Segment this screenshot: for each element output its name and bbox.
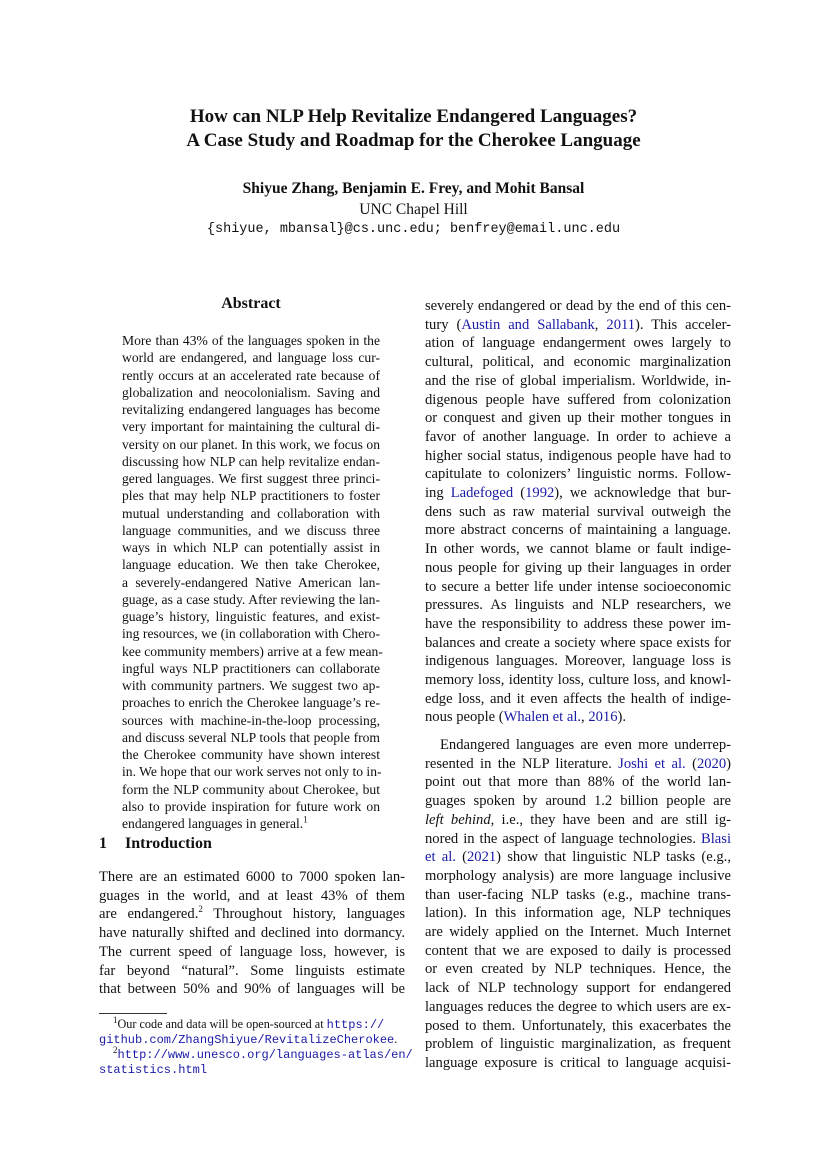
text-line	[122, 453, 380, 470]
text-segment: guage, as a case study. After reviewing the lan-	[122, 591, 380, 607]
text-segment: edge loss, and it even affects the health of indige-	[425, 690, 731, 707]
text-segment: Endangered languages are even more underrep-	[440, 737, 731, 753]
text-line	[122, 436, 380, 453]
introduction-paragraph-1	[99, 868, 405, 999]
text-line	[122, 798, 380, 815]
text-segment: capitulate to colonizers’ linguistic norms. Follow-	[425, 466, 731, 483]
text-segment: indigenous languages. Moreover, language loss is	[425, 653, 731, 670]
footnote-mark: 1	[113, 1014, 118, 1025]
title-line-2: A Case Study and Roadmap for the Cherokee Language	[186, 130, 641, 151]
text-segment: pressures. As linguists and NLP researchers, we	[425, 597, 731, 614]
text-line	[425, 811, 731, 830]
text-segment: far beyond “natural”. Some linguists estimate	[99, 962, 405, 979]
text-segment: the Cherokee community have shown interest	[122, 747, 380, 762]
text-line	[99, 962, 405, 981]
text-line	[425, 540, 731, 559]
text-segment: digenous people have suffered from colonization	[425, 391, 731, 408]
text-segment: gered languages. We first suggest three princi-	[122, 471, 380, 486]
text-segment: posed to them. Unfortunately, this exacerbates the	[425, 1017, 731, 1034]
text-line	[425, 1035, 731, 1054]
text-line	[122, 712, 380, 729]
text-line	[425, 923, 731, 942]
author-emails: {shiyue, mbansal}@cs.unc.edu; benfrey@email.unc.edu	[206, 222, 621, 237]
text-segment: or conquest and given up their mother tongues in	[425, 410, 731, 427]
text-line	[99, 868, 405, 887]
text-segment: guages in the world, and at least 43% of them	[99, 887, 405, 904]
text-line	[122, 487, 380, 504]
text-segment: Throughout history, languages	[202, 906, 405, 923]
text-segment: left behind	[425, 811, 491, 828]
text-line	[425, 792, 731, 811]
citation-link[interactable]: Ladefoged	[450, 485, 514, 502]
text-line	[99, 943, 405, 962]
text-segment: ), we acknowledge that bur-	[554, 485, 732, 502]
citation-link[interactable]: Joshi et al.	[618, 755, 686, 772]
text-line	[122, 608, 380, 625]
text-segment: endangered languages in general.	[122, 816, 304, 831]
text-segment: to secure a better life under intense socioeconomic	[425, 578, 731, 595]
text-line	[122, 556, 380, 573]
text-line	[122, 643, 383, 660]
text-segment: form the NLP community about Cherokee, but	[122, 781, 380, 797]
text-line	[122, 470, 380, 487]
text-line	[425, 671, 731, 690]
text-line	[425, 503, 731, 522]
text-segment: language communities, and we discuss three	[122, 522, 380, 538]
text-line	[122, 332, 380, 349]
text-segment: ing	[425, 485, 451, 502]
text-line	[122, 574, 380, 591]
footnote-link[interactable]: https://	[326, 1018, 385, 1032]
text-line	[425, 391, 731, 410]
text-line	[425, 755, 731, 774]
text-segment: , i.e., they have been and are still ig-	[490, 811, 732, 828]
text-segment: than user-facing NLP tasks (e.g., machine trans-	[425, 886, 731, 903]
section-number: 1	[99, 835, 107, 852]
text-segment: revitalizing endangered languages has become	[122, 402, 380, 417]
text-line	[425, 372, 731, 391]
text-segment: and discuss several NLP tools that people from	[122, 729, 380, 745]
text-segment: discussing how NLP can help revitalize endan-	[122, 453, 380, 469]
text-line	[425, 886, 731, 905]
text-segment: or even created by NLP techniques. Hence, the	[425, 961, 731, 978]
text-segment: ples that may help NLP practitioners to foster	[122, 488, 380, 504]
text-line	[425, 904, 731, 923]
text-line	[425, 848, 731, 867]
abstract-heading: Abstract	[221, 295, 281, 312]
text-segment: also to provide inspiration for future work on	[122, 798, 380, 814]
text-segment: and the rise of global imperialism. Worldwide, in-	[425, 372, 731, 389]
text-segment: proaches to enrich the Cherokee language’s re-	[122, 695, 380, 711]
text-segment: lation). In this information age, NLP techniques	[425, 905, 731, 922]
text-line	[425, 773, 731, 792]
text-segment: resented in the NLP literature.	[425, 755, 619, 772]
text-line	[122, 367, 380, 384]
abstract-body	[122, 332, 383, 832]
text-segment: more abstract concerns of maintaining a language.	[425, 522, 731, 539]
text-segment: severely endangered or dead by the end of this cen-	[425, 298, 731, 314]
text-line	[425, 596, 731, 615]
footnote-text: Our code and data will be open-sourced at	[117, 1017, 327, 1031]
text-line	[99, 905, 405, 924]
text-line	[425, 690, 731, 709]
footnote-link[interactable]: statistics.html	[99, 1063, 208, 1077]
text-segment: ,	[594, 316, 607, 333]
text-segment: ing resources, we (in collaboration with Chero-	[122, 626, 380, 642]
text-line	[425, 867, 731, 886]
text-segment: ). This acceler-	[635, 316, 732, 333]
citation-link[interactable]: 2020	[696, 755, 727, 772]
text-segment: language education. We then take Cherokee,	[122, 557, 380, 573]
text-line	[122, 539, 380, 556]
text-line	[425, 960, 731, 979]
text-segment: world are endangered, and language loss cur-	[122, 350, 380, 366]
text-line	[99, 924, 405, 943]
text-segment: cultural, political, and economic marginalization	[425, 354, 731, 371]
text-segment: point out that more than 88% of the world lan-	[425, 774, 731, 791]
affiliation: UNC Chapel Hill	[359, 201, 468, 218]
text-line	[425, 409, 731, 428]
text-line	[99, 887, 405, 906]
text-line	[122, 625, 380, 642]
text-line	[122, 349, 380, 366]
text-line	[122, 694, 380, 711]
text-line	[425, 942, 731, 961]
introduction-paragraph-2	[425, 736, 731, 1073]
text-segment: dens such as raw material survival outweigh the	[425, 503, 731, 520]
text-segment: nored in the aspect of language technologies.	[425, 830, 701, 847]
text-segment: in. We hope that our work serves not only to in-	[122, 764, 382, 780]
text-segment: mutual understanding and collaboration with	[122, 505, 380, 521]
section-heading-introduction	[99, 835, 212, 853]
text-segment: language exposure is critical to language acquisi-	[425, 1054, 731, 1071]
text-segment: More than 43% of the languages spoken in the	[122, 333, 380, 348]
text-segment: a severely-endangered Native American lan-	[122, 574, 380, 590]
footnote-mark[interactable]: 2	[198, 904, 203, 915]
citation-link[interactable]: et al.	[425, 849, 456, 866]
text-line	[122, 781, 380, 798]
citation-link[interactable]: 2016	[588, 709, 618, 726]
footnote-1-cont	[99, 1032, 405, 1047]
text-line	[425, 428, 731, 447]
text-line	[425, 297, 731, 316]
text-segment: have naturally shifted and declined into dormancy.	[99, 925, 405, 942]
text-segment: In other words, we cannot blame or fault indige-	[425, 541, 731, 558]
text-segment: There are an estimated 6000 to 7000 spoken lan-	[99, 869, 405, 885]
footnote-2	[99, 1044, 413, 1062]
text-line	[122, 418, 380, 435]
text-line	[425, 1017, 731, 1036]
citation-link[interactable]: Blasi	[701, 830, 731, 847]
text-line	[122, 660, 380, 677]
text-segment: nous people (	[425, 709, 504, 726]
text-segment: )	[726, 755, 731, 772]
text-segment: with community partners. We suggest two ap-	[122, 678, 380, 693]
citation-link[interactable]: Austin and Sallabank	[461, 316, 595, 333]
text-line	[425, 521, 731, 540]
text-segment: that between 50% and 90% of languages will be	[99, 981, 405, 998]
text-segment: rently occurs at an accelerated rate because of	[122, 367, 380, 383]
text-line	[122, 746, 380, 763]
text-line	[425, 316, 731, 335]
text-segment: are endangered.	[99, 906, 199, 923]
text-segment: sources with machine-in-the-loop processing,	[122, 712, 380, 728]
text-segment: are widely applied on the Internet. Much Internet	[425, 924, 731, 941]
text-line	[425, 353, 731, 372]
text-segment: favor of another language. In order to achieve a	[425, 428, 731, 445]
text-line	[425, 447, 731, 466]
text-line	[122, 815, 380, 832]
footnote-2-cont	[99, 1062, 405, 1077]
text-segment: balances and create a society where space exists for	[425, 634, 731, 651]
footnotes	[99, 1014, 413, 1077]
text-line	[425, 559, 731, 578]
text-line	[425, 484, 731, 503]
citation-link[interactable]: 1992	[525, 485, 555, 502]
text-segment: (	[513, 485, 526, 502]
text-line	[425, 465, 731, 484]
footnote-link[interactable]: http://www.unesco.org/languages-atlas/en/	[117, 1048, 413, 1062]
text-segment: higher social status, indigenous people have had to	[425, 447, 731, 464]
text-segment: nous people for giving up their languages in order	[425, 559, 731, 576]
text-segment: lack of NLP technology support for endangered	[425, 980, 731, 997]
text-segment: (	[685, 755, 697, 772]
text-segment: kee community members) arrive at a few mean-	[122, 643, 383, 659]
text-line	[425, 578, 731, 597]
text-line	[122, 505, 380, 522]
paper-title	[0, 105, 827, 153]
text-line	[425, 634, 731, 653]
text-segment: ).	[617, 709, 627, 726]
text-segment: The current speed of language loss, however, is	[99, 943, 405, 960]
footnote-1	[99, 1014, 405, 1032]
authors: Shiyue Zhang, Benjamin E. Frey, and Mohit Bansal	[242, 180, 585, 197]
text-line	[122, 384, 380, 401]
text-segment: have the responsibility to address these power im-	[425, 615, 731, 632]
text-segment: versity on our planet. In this work, we focus on	[122, 436, 380, 452]
text-segment: guage’s history, linguistic features, and exist-	[122, 609, 380, 624]
footnote-text: .	[394, 1032, 398, 1046]
text-line	[122, 729, 380, 746]
text-line	[425, 830, 731, 849]
text-segment: problem of linguistic marginalization, as frequent	[425, 1036, 731, 1053]
footnote-rule	[99, 1013, 167, 1014]
text-line	[425, 979, 731, 998]
text-segment: globalization and neocolonialism. Saving and	[122, 384, 380, 400]
footnote-mark: 2	[113, 1044, 118, 1055]
text-line	[425, 1054, 731, 1073]
text-segment: morphology analysis) are more language inclusive	[425, 867, 731, 884]
text-segment: guages spoken by around 1.2 billion people are	[425, 793, 731, 810]
text-segment: (	[455, 849, 467, 866]
text-line	[122, 677, 380, 694]
text-line	[425, 615, 731, 634]
text-segment: very important for maintaining the cultural di-	[122, 419, 380, 435]
text-line	[99, 980, 405, 999]
text-segment: ingful ways NLP practitioners can collaborate	[122, 660, 380, 676]
text-segment: ,	[581, 709, 589, 726]
text-segment: ways in which NLP can potentially assist in	[122, 540, 380, 555]
text-line	[425, 334, 731, 353]
text-line	[122, 401, 380, 418]
citation-link[interactable]: 2011	[606, 316, 636, 333]
text-line	[122, 763, 380, 780]
title-line-1: How can NLP Help Revitalize Endangered Languages?	[189, 106, 638, 127]
text-segment: ation of language endangerment owes largely to	[425, 335, 731, 352]
citation-link[interactable]: 2021	[466, 849, 497, 866]
text-line	[425, 708, 731, 727]
text-segment: memory loss, identity loss, culture loss, and knowl-	[425, 672, 731, 689]
footnote-mark[interactable]: 1	[303, 814, 308, 825]
text-line	[425, 652, 731, 671]
text-line	[425, 998, 731, 1017]
text-segment: languages reduces the degree to which users are ex-	[425, 998, 731, 1015]
text-line	[122, 591, 380, 608]
introduction-paragraph-1-continued	[425, 297, 731, 727]
text-line	[425, 736, 731, 755]
citation-link[interactable]: Whalen et al.	[503, 709, 582, 726]
text-segment: content that we are exposed to daily is processed	[425, 942, 731, 959]
footnote-link[interactable]: github.com/ZhangShiyue/RevitalizeCherokee	[99, 1033, 395, 1047]
section-title: Introduction	[125, 835, 212, 852]
text-segment: ) show that linguistic NLP tasks (e.g.,	[496, 849, 731, 866]
text-segment: tury (	[425, 316, 462, 333]
text-line	[122, 522, 380, 539]
